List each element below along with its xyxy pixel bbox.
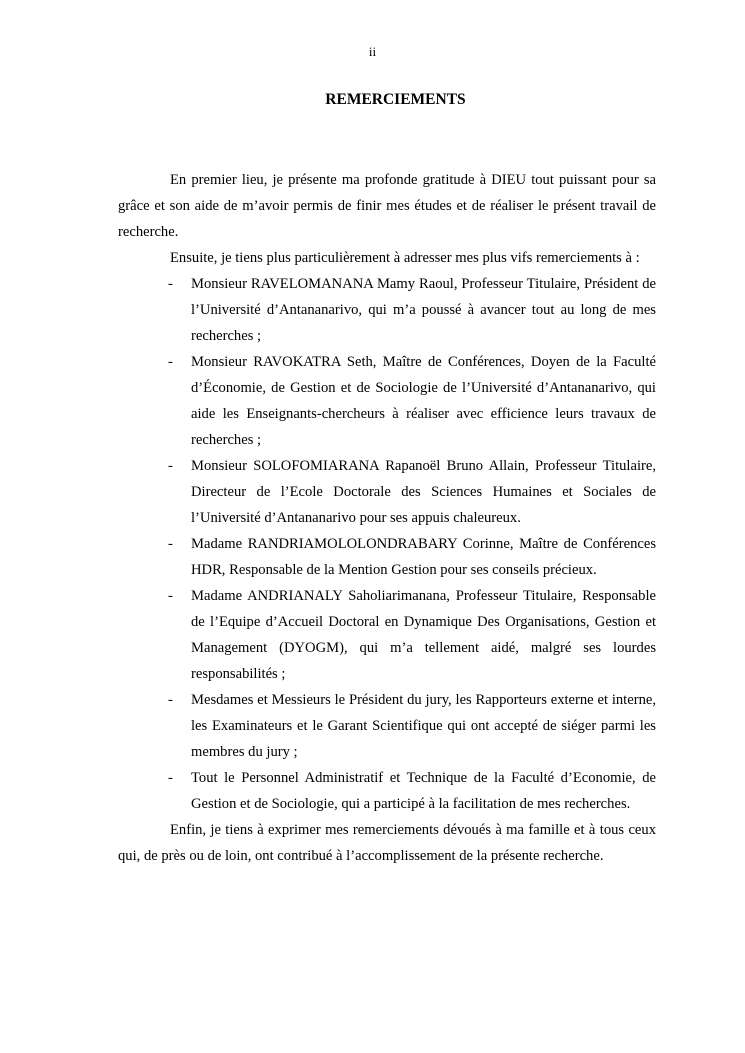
page-number: ii bbox=[368, 44, 377, 59]
list-item-text: Monsieur SOLOFOMIARANA Rapanoël Bruno Allain, Professeur Titulaire, Directeur de l’Ecole Doctorale des Sciences Humaines et Sociales de l’Université d’Antananarivo pour ses appuis chaleureux. bbox=[191, 458, 656, 526]
bullet-dash: - bbox=[168, 276, 173, 292]
bullet-dash: - bbox=[168, 692, 173, 708]
list-item-text: Monsieur RAVOKATRA Seth, Maître de Conférences, Doyen de la Faculté d’Économie, de Gestion et de Sociologie de l’Université d’Antananarivo, qui aide les Enseignants-chercheurs à réaliser avec efficience leurs travaux de recherches ; bbox=[191, 354, 656, 448]
list-item bbox=[118, 765, 656, 817]
list-item-text: Monsieur RAVELOMANANA Mamy Raoul, Professeur Titulaire, Président de l’Université d’Antananarivo, qui m’a poussé à avancer tout au long de mes recherches ; bbox=[191, 276, 656, 344]
list-item bbox=[118, 583, 656, 687]
bullet-dash: - bbox=[168, 770, 173, 786]
page-title: REMERCIEMENTS bbox=[325, 91, 466, 108]
list-item-text: Mesdames et Messieurs le Président du jury, les Rapporteurs externe et interne, les Examinateurs et le Garant Scientifique qui ont accepté de siéger parmi les membres du jury ; bbox=[191, 692, 656, 760]
acknowledgement-list bbox=[118, 271, 656, 817]
transition-paragraph: Ensuite, je tiens plus particulièrement à adresser mes plus vifs remerciements à : bbox=[170, 250, 640, 266]
bullet-dash: - bbox=[168, 458, 173, 474]
bullet-dash: - bbox=[168, 536, 173, 552]
bullet-dash: - bbox=[168, 588, 173, 604]
intro-paragraph: En premier lieu, je présente ma profonde gratitude à DIEU tout puissant pour sa grâce et son aide de m’avoir permis de finir mes études et de réaliser le présent travail de recherche. bbox=[118, 172, 656, 240]
list-item-text: Madame ANDRIANALY Saholiarimanana, Professeur Titulaire, Responsable de l’Equipe d’Accueil Doctoral en Dynamique Des Organisations, Gestion et Management (DYOGM), qui m’a tellement aidé, malgré ses lourdes responsabilités ; bbox=[191, 588, 656, 682]
list-item bbox=[118, 349, 656, 453]
document-body bbox=[118, 167, 656, 869]
bullet-dash: - bbox=[168, 354, 173, 370]
conclusion-paragraph: Enfin, je tiens à exprimer mes remerciements dévoués à ma famille et à tous ceux qui, de près ou de loin, ont contribué à l’accomplissement de la présente recherche. bbox=[118, 822, 656, 864]
list-item bbox=[118, 531, 656, 583]
list-item bbox=[118, 453, 656, 531]
list-item bbox=[118, 271, 656, 349]
list-item-text: Tout le Personnel Administratif et Technique de la Faculté d’Economie, de Gestion et de Sociologie, qui a participé à la facilitation de mes recherches. bbox=[191, 770, 656, 812]
list-item bbox=[118, 687, 656, 765]
list-item-text: Madame RANDRIAMOLOLONDRABARY Corinne, Maître de Conférences HDR, Responsable de la Mention Gestion pour ses conseils précieux. bbox=[191, 536, 656, 578]
